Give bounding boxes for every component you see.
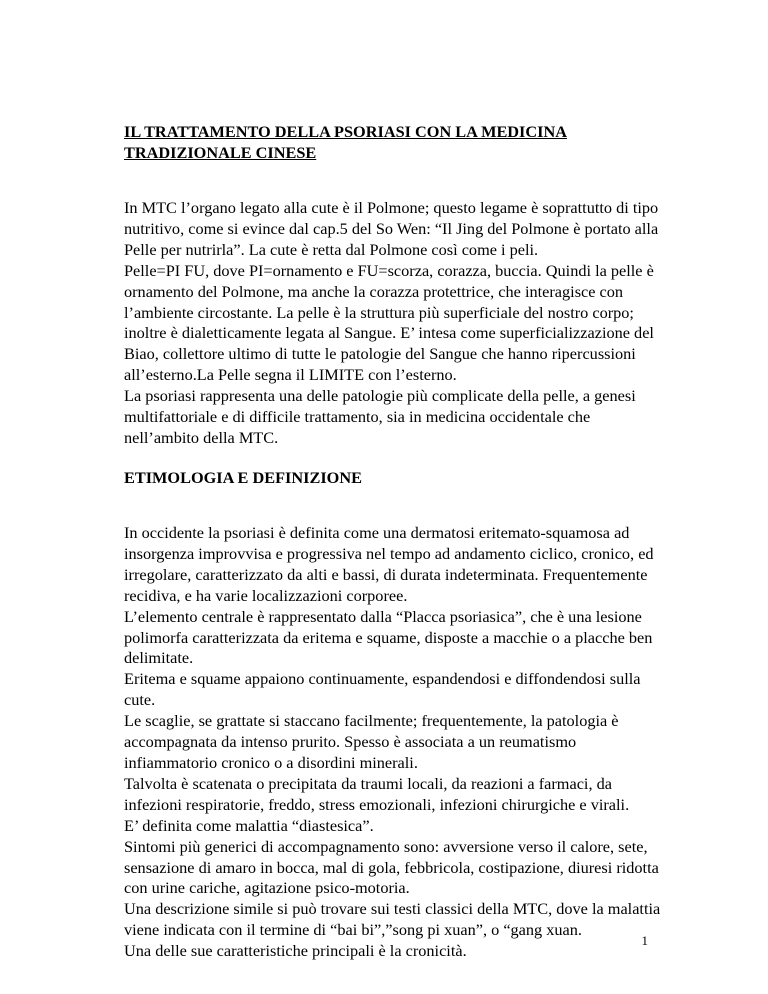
text-line: delimitate. bbox=[124, 648, 194, 668]
text-line: all’esterno.La Pelle segna il LIMITE con l’esterno. bbox=[124, 365, 457, 385]
text-line: polimorfa caratterizzata da eritema e squame, disposte a macchie o a placche ben bbox=[124, 627, 653, 647]
definition-paragraph bbox=[124, 523, 684, 962]
text-line: In MTC l’organo legato alla cute è il Polmone; questo legame è soprattutto di tipo bbox=[124, 198, 659, 217]
text-line: Talvolta è scatenata o precipitata da traumi locali, da reazioni a farmaci, da bbox=[124, 773, 612, 793]
text-line: accompagnata da intenso prurito. Spesso è associata a un reumatismo bbox=[124, 732, 577, 752]
text-line: viene indicata con il termine di “bai bi”,”song pi xuan”, o “gang xuan. bbox=[124, 920, 582, 940]
text-line: ornamento del Polmone, ma anche la corazza protettrice, che interagisce con bbox=[124, 281, 624, 301]
text-line: Pelle per nutrirla”. La cute è retta dal Polmone così come i peli. bbox=[124, 239, 539, 259]
text-line: L’elemento centrale è rappresentato dalla “Placca psoriasica”, che è una lesione bbox=[124, 606, 642, 626]
text-line: infezioni respiratorie, freddo, stress emozionali, infezioni chirurgiche e virali. bbox=[124, 794, 630, 814]
text-line: Eritema e squame appaiono continuamente, espandendosi e diffondendosi sulla bbox=[124, 669, 641, 689]
text-line: Le scaglie, se grattate si staccano facilmente; frequentemente, la patologia è bbox=[124, 711, 619, 731]
text-line: La psoriasi rappresenta una delle patologie più complicate della pelle, a genesi bbox=[124, 386, 636, 406]
text-line: inoltre è dialetticamente legata al Sangue. E’ intesa come superficializzazione del bbox=[124, 323, 654, 343]
text-line: irregolare, caratterizzato da alti e bassi, di durata indeterminata. Frequentemente bbox=[124, 564, 648, 584]
text-line: multifattoriale e di difficile trattamento, sia in medicina occidentale che bbox=[124, 407, 591, 427]
text-line: In occidente la psoriasi è definita come una dermatosi eritemato-squamosa ad bbox=[124, 523, 630, 542]
text-line: con urine cariche, agitazione psico-motoria. bbox=[124, 878, 410, 898]
text-line: Pelle=PI FU, dove PI=ornamento e FU=scorza, corazza, buccia. Quindi la pelle è bbox=[124, 260, 654, 280]
text-line: l’ambiente circostante. La pelle è la struttura più superficiale del nostro corpo; bbox=[124, 302, 634, 322]
text-line: recidiva, e ha varie localizzazioni corporee. bbox=[124, 585, 408, 605]
text-line: sensazione di amaro in bocca, mal di gola, febbricola, costipazione, diuresi ridotta bbox=[124, 857, 659, 877]
text-line: nutritivo, come si evince dal cap.5 del So Wen: “Il Jing del Polmone è portato alla bbox=[124, 218, 659, 238]
text-line: nell’ambito della MTC. bbox=[124, 427, 279, 447]
text-line: cute. bbox=[124, 690, 156, 710]
document-title-line: TRADIZIONALE CINESE bbox=[124, 143, 317, 162]
text-line: Biao, collettore ultimo di tutte le patologie del Sangue che hanno ripercussioni bbox=[124, 344, 636, 364]
document-title bbox=[124, 121, 684, 163]
text-line: E’ definita come malattia “diastesica”. bbox=[124, 815, 374, 835]
document-title-line: IL TRATTAMENTO DELLA PSORIASI CON LA MEDICINA bbox=[124, 122, 568, 141]
text-line: infiammatorio cronico o a disordini minerali. bbox=[124, 752, 418, 772]
text-line: Una descrizione simile si può trovare sui testi classici della MTC, dove la malattia bbox=[124, 899, 661, 919]
intro-paragraph bbox=[124, 198, 684, 449]
text-line: Una delle sue caratteristiche principali è la cronicità. bbox=[124, 941, 467, 961]
text-line: Sintomi più generici di accompagnamento sono: avversione verso il calore, sete, bbox=[124, 836, 648, 856]
text-line: insorgenza improvvisa e progressiva nel tempo ad andamento ciclico, cronico, ed bbox=[124, 543, 654, 563]
page-number: 1 bbox=[641, 933, 648, 948]
section-heading: ETIMOLOGIA E DEFINIZIONE bbox=[124, 468, 362, 487]
